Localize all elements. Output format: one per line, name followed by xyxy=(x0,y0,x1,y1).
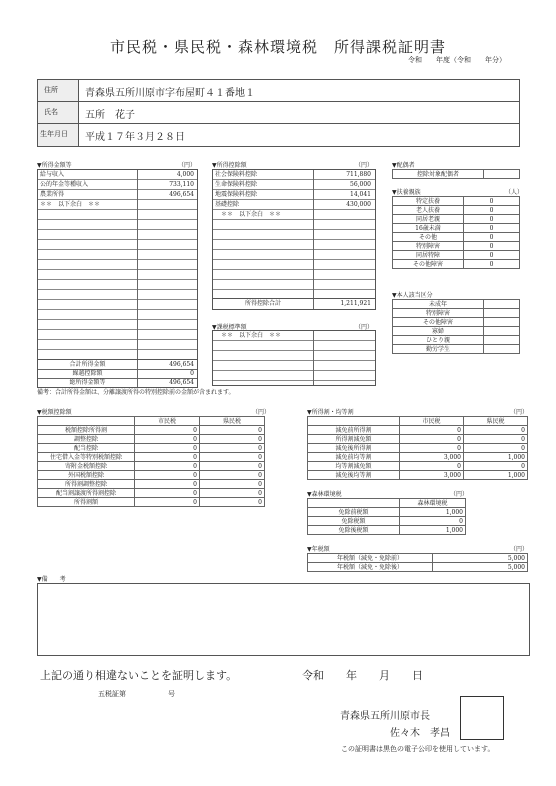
deduction-label-1: 社会保険料控除 xyxy=(215,171,258,178)
taxable-box xyxy=(212,330,376,386)
taxded-city-2: 0 xyxy=(135,435,200,444)
self-table xyxy=(392,299,520,354)
taxded-city-9: 0 xyxy=(135,498,200,507)
year-line: 令和 年度（令和 年分） xyxy=(408,56,506,64)
pertax-city-2: 0 xyxy=(400,435,464,444)
forest-col: 森林環境税 xyxy=(400,499,466,508)
pertax-unit: （円） xyxy=(510,409,529,416)
taxable-head: ▼課税標準額 xyxy=(212,324,247,331)
name-label: 氏名 xyxy=(44,108,58,116)
taxded-label-3: 配当控除 xyxy=(38,444,135,453)
taxded-label-2: 調整控除 xyxy=(38,435,135,444)
taxded-col-pref: 県民税 xyxy=(200,417,265,426)
annual-value-2: 5,000 xyxy=(433,563,528,572)
taxded-city-7: 0 xyxy=(135,480,200,489)
dependent-label-8: その他障害 xyxy=(393,260,464,269)
taxded-col-city: 市民税 xyxy=(135,417,200,426)
dependent-label-6: 特別障害 xyxy=(393,242,464,251)
pertax-head: ▼所得割・均等割 xyxy=(307,409,354,416)
certify-text: 上記の通り相違ないことを証明します。 xyxy=(40,669,238,682)
taxded-city-8: 0 xyxy=(135,489,200,498)
taxable-unit: （円） xyxy=(355,324,374,331)
dependents-head: ▼扶養親族 xyxy=(392,189,421,196)
forest-label-3: 免除後税額 xyxy=(308,526,400,535)
taxded-label-9: 所得割額 xyxy=(38,498,135,507)
pertax-label-6: 減免後均等割 xyxy=(308,471,400,480)
total-income-value: 496,654 xyxy=(169,361,194,368)
income-blank-note: ＊＊ 以下余白 ＊＊ xyxy=(40,201,101,208)
dependent-label-5: その他 xyxy=(393,233,464,242)
pertax-label-2: 所得割減免額 xyxy=(308,435,400,444)
pertax-city-4: 3,000 xyxy=(400,453,464,462)
pertax-table xyxy=(307,416,528,480)
spouse-value xyxy=(484,170,520,179)
taxded-label-1: 税額控除所得割 xyxy=(38,426,135,435)
taxded-city-4: 0 xyxy=(135,453,200,462)
birth-value: 平成１７年３月２８日 xyxy=(85,132,185,143)
mayor-name: 佐々木 孝昌 xyxy=(390,728,450,739)
address-value: 青森県五所川原市字布屋町４１番地１ xyxy=(85,88,255,99)
taxded-city-6: 0 xyxy=(135,471,200,480)
taxded-pref-6: 0 xyxy=(200,471,265,480)
taxded-pref-7: 0 xyxy=(200,480,265,489)
annual-value-1: 5,000 xyxy=(433,554,528,563)
dependent-label-7: 同居特障 xyxy=(393,251,464,260)
forest-unit: （円） xyxy=(450,491,469,498)
pertax-pref-2: 0 xyxy=(464,435,528,444)
taxded-label-4: 住宅借入金等特別税額控除 xyxy=(38,453,135,462)
annual-unit: （円） xyxy=(510,546,529,553)
forest-label-2: 免除税額 xyxy=(308,517,400,526)
income-label-2: 公的年金等種収入 xyxy=(40,181,89,188)
dependent-value-5: 0 xyxy=(464,233,520,242)
taxded-head: ▼税額控除額 xyxy=(37,409,72,416)
forest-label-1: 免除前税額 xyxy=(308,508,400,517)
taxded-label-6: 外国税額控除 xyxy=(38,471,135,480)
taxded-pref-2: 0 xyxy=(200,435,265,444)
income-note: 備考：合計所得金額は、分離譲渡所得の特別控除前の金額が含まれます。 xyxy=(37,389,235,396)
spouse-head: ▼配偶者 xyxy=(392,162,415,169)
mayor-office: 青森県五所川原市長 xyxy=(340,711,430,722)
taxded-unit: （円） xyxy=(252,409,271,416)
deduction-value-4: 430,000 xyxy=(346,201,371,208)
income-label-1: 給与収入 xyxy=(40,171,65,178)
self-label-1: 未成年 xyxy=(393,300,484,309)
dependent-label-4: 16歳未満 xyxy=(393,224,464,233)
forest-value-1: 1,000 xyxy=(400,508,466,517)
deduction-unit: （円） xyxy=(355,162,374,169)
pertax-city-6: 3,000 xyxy=(400,471,464,480)
document-title: 市民税・県民税・森林環境税 所得課税証明書 xyxy=(109,38,446,56)
total-income-label: 合計所得金額 xyxy=(69,361,106,368)
gross-income-label: 総所得金額等 xyxy=(69,379,106,386)
annual-table xyxy=(307,553,528,572)
forest-value-3: 1,000 xyxy=(400,526,466,535)
pertax-pref-3: 0 xyxy=(464,444,528,453)
certificate-number: 五税証第 号 xyxy=(98,690,175,698)
pertax-city-3: 0 xyxy=(400,444,464,453)
gross-income-value: 496,654 xyxy=(169,379,194,386)
taxded-label-5: 寄附金税額控除 xyxy=(38,462,135,471)
deduction-value-1: 711,880 xyxy=(346,171,371,178)
deduction-head: ▼所得控除額 xyxy=(212,162,247,169)
pertax-col-pref: 県民税 xyxy=(464,417,528,426)
taxded-city-1: 0 xyxy=(135,426,200,435)
taxded-pref-5: 0 xyxy=(200,462,265,471)
income-label-3: 農業所得 xyxy=(40,191,65,198)
dependent-value-6: 0 xyxy=(464,242,520,251)
self-label-3: その他障害 xyxy=(393,318,484,327)
address-label: 住所 xyxy=(44,86,58,94)
forest-head: ▼森林環境税 xyxy=(307,491,342,498)
deduction-label-4: 基礎控除 xyxy=(215,201,240,208)
pertax-pref-6: 1,000 xyxy=(464,471,528,480)
birth-label: 生年月日 xyxy=(40,130,68,138)
taxded-pref-3: 0 xyxy=(200,444,265,453)
dependent-label-1: 特定扶養 xyxy=(393,197,464,206)
deduction-label-3: 地震保険料控除 xyxy=(215,191,258,198)
deduction-box xyxy=(212,169,376,301)
forest-value-2: 0 xyxy=(400,517,466,526)
annual-label-1: 年税額（減免・免除前） xyxy=(308,554,433,563)
pertax-pref-1: 0 xyxy=(464,426,528,435)
name-value: 五所 花子 xyxy=(85,110,135,121)
income-unit: （円） xyxy=(178,162,197,169)
pertax-label-1: 減免前所得割 xyxy=(308,426,400,435)
taxded-pref-9: 0 xyxy=(200,498,265,507)
taxded-city-5: 0 xyxy=(135,462,200,471)
self-label-4: 寡婦 xyxy=(393,327,484,336)
dependent-value-7: 0 xyxy=(464,251,520,260)
taxded-pref-1: 0 xyxy=(200,426,265,435)
taxded-label-7: 所得割調整控除 xyxy=(38,480,135,489)
annual-head: ▼年税額 xyxy=(307,546,330,553)
pertax-col-city: 市民税 xyxy=(400,417,464,426)
taxded-pref-4: 0 xyxy=(200,453,265,462)
income-total-box xyxy=(37,359,198,388)
deduction-value-2: 56,000 xyxy=(350,181,371,188)
spouse-label: 控除対象配偶者 xyxy=(393,170,484,179)
deduction-value-3: 14,041 xyxy=(350,191,371,198)
pertax-label-4: 減免前均等割 xyxy=(308,453,400,462)
person-box xyxy=(37,79,520,147)
dependent-value-1: 0 xyxy=(464,197,520,206)
pertax-pref-4: 1,000 xyxy=(464,453,528,462)
income-value-1: 4,000 xyxy=(176,171,194,178)
pertax-city-1: 0 xyxy=(400,426,464,435)
self-head: ▼本人該当区分 xyxy=(392,292,433,299)
self-label-2: 特別障害 xyxy=(393,309,484,318)
pertax-city-5: 0 xyxy=(400,462,464,471)
pertax-label-5: 均等割減免額 xyxy=(308,462,400,471)
taxded-pref-8: 0 xyxy=(200,489,265,498)
dependent-value-8: 0 xyxy=(464,260,520,269)
carryover-label: 繰越控除額 xyxy=(72,370,103,377)
dependent-value-3: 0 xyxy=(464,215,520,224)
income-value-3: 496,654 xyxy=(169,191,194,198)
forest-table xyxy=(307,498,466,535)
deduction-total-value: 1,211,921 xyxy=(340,300,371,307)
deduction-total-label: 所得控除合計 xyxy=(244,300,281,307)
carryover-value: 0 xyxy=(190,370,194,377)
dependent-value-2: 0 xyxy=(464,206,520,215)
self-label-5: ひとり親 xyxy=(393,336,484,345)
income-head: ▼所得金額等 xyxy=(37,162,72,169)
deduction-blank-note: ＊＊ 以下余白 ＊＊ xyxy=(221,211,282,218)
dependent-label-2: 老人扶養 xyxy=(393,206,464,215)
income-value-2: 733,110 xyxy=(169,181,194,188)
annual-label-2: 年税額（減免・免除後） xyxy=(308,563,433,572)
taxded-label-8: 配当割譲渡所得割控除 xyxy=(38,489,135,498)
remarks-box xyxy=(37,583,530,656)
certify-date: 令和 年 月 日 xyxy=(302,669,423,682)
dependent-value-4: 0 xyxy=(464,224,520,233)
tax-deduction-table xyxy=(37,416,265,507)
pertax-label-3: 減免後所得割 xyxy=(308,444,400,453)
deduction-total-box xyxy=(212,298,376,310)
taxded-city-3: 0 xyxy=(135,444,200,453)
remarks-head: ▼備 考 xyxy=(37,576,66,583)
taxable-blank-note: ＊＊ 以下余白 ＊＊ xyxy=(221,332,282,339)
pertax-pref-5: 0 xyxy=(464,462,528,471)
seal-note: この証明書は黒色の電子公印を使用しています。 xyxy=(341,745,495,753)
spouse-table xyxy=(392,169,520,179)
deduction-label-2: 生命保険料控除 xyxy=(215,181,258,188)
self-label-6: 勤労学生 xyxy=(393,345,484,354)
income-box xyxy=(37,169,198,361)
dependents-table xyxy=(392,196,520,269)
dependents-unit: （人） xyxy=(505,189,524,196)
official-seal-box xyxy=(460,696,504,740)
dependent-label-3: 同居老親 xyxy=(393,215,464,224)
